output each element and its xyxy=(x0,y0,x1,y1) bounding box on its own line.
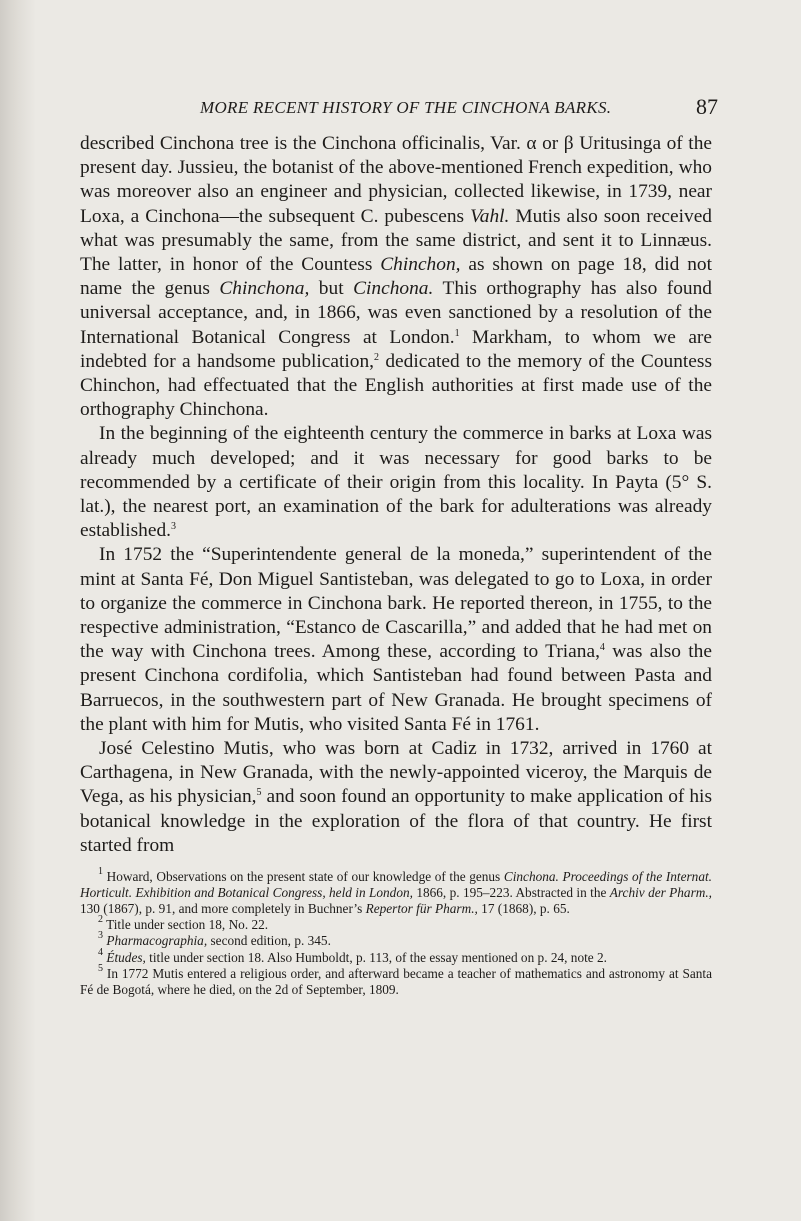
text-run: second edition, p. 345. xyxy=(207,933,331,949)
page-header xyxy=(80,94,718,124)
footnote-1 xyxy=(80,866,713,917)
footnote-5 xyxy=(80,962,712,998)
italic-text: Proceedings of the Internat. Horticult. Exhibition and Botanical Congress, held in London, xyxy=(80,869,712,901)
text-run: and soon found an opportunity to make application of his botanical knowledge in the exploration of the flora of that country. He first started from xyxy=(80,786,712,856)
text-run: 1866, p. 195–223. Abstracted in the xyxy=(412,885,610,901)
text-run: 17 (1868), p. 65. xyxy=(477,901,570,917)
italic-text: Vahl. xyxy=(470,205,510,227)
text-run: described Cinchona tree is the Cinchona officinalis, Var. α or β Uritusinga of the present day. Jussieu, the botanist of the above-mentioned French expedition, who was moreover also an engineer and physician, collected likewise, in 1739, near Loxa, a Cinchona—the subsequent C. pubescens xyxy=(80,133,712,227)
footnote-mark: 4 xyxy=(98,946,103,958)
text-run: 130 (1867), p. 91, and more completely in Buchner’s xyxy=(80,901,366,917)
body-text xyxy=(80,132,712,858)
paragraph-1 xyxy=(80,132,712,422)
italic-text: Cinchona. xyxy=(503,869,559,885)
italic-text: Chinchona, xyxy=(219,278,310,300)
text-run: In 1752 the “Superintendente general de la moneda,” superintendent of the mint at Santa Fé, Don Miguel Santisteban, was delegated to go to Loxa, in order to organize the commerce in Cinchona bark. He reported thereon, in 1755, to the respective administration, “Estanco de Cascarilla,” and added that he had met on the way with Cinchona trees. Among these, according to Triana, xyxy=(80,544,712,663)
text-run: In 1772 Mutis entered a religious order, and afterward became a teacher of mathematics and astronomy at Santa Fé de Bogotá, where he died, on the 2d of September, 1809. xyxy=(80,965,712,997)
italic-text: Cinchona. xyxy=(353,278,434,300)
text-run: as shown on page 18, did not name the genus xyxy=(80,254,712,300)
paragraph-3 xyxy=(80,543,712,737)
running-head: MORE RECENT HISTORY OF THE CINCHONA BARKS. xyxy=(200,98,612,117)
text-run: Title under section 18, No. 22. xyxy=(103,917,269,933)
paragraph-4 xyxy=(80,737,712,858)
footnote-4 xyxy=(80,946,712,966)
footnote-ref: 4 xyxy=(599,642,605,654)
footnotes xyxy=(80,866,713,998)
page-number: 87 xyxy=(696,94,718,119)
footnote-ref: 5 xyxy=(256,787,262,799)
footnote-mark: 2 xyxy=(98,914,103,926)
footnote-ref: 3 xyxy=(171,521,177,533)
text-run: José Celestino Mutis, who was born at Cadiz in 1732, arrived in 1760 at Carthagena, in New Granada, with the newly-appointed viceroy, the Marquis de Vega, as his physician, xyxy=(80,738,712,808)
text-run: This orthography has also found universal acceptance, and, in 1866, was even sanctioned by a resolution of the International Botanical Congress at London. xyxy=(80,278,712,348)
footnote-ref: 1 xyxy=(454,327,460,339)
text-run: Markham, to whom we are indebted for a handsome publication, xyxy=(80,326,712,372)
binding-shadow xyxy=(0,0,36,1221)
text-run: dedicated to the memory of the Countess Chinchon, had effectuated that the English authorities at first made use of the orthography Chinchona. xyxy=(80,350,712,421)
footnote-ref: 2 xyxy=(374,351,380,363)
footnote-2 xyxy=(80,914,712,933)
text-run: Howard, Observations on the present state of our knowledge of the genus xyxy=(103,869,504,885)
italic-text: Chinchon, xyxy=(380,254,461,276)
italic-text: Archiv der Pharm., xyxy=(609,885,713,901)
text-run: was also the present Cinchona cordifolia, which Santisteban had found between Pasta and Barruecos, in the southwestern part of New Granada. He brought specimens of the plant with him for Mutis, who visited Santa Fé in 1761. xyxy=(80,641,712,735)
italic-text: Repertor für Pharm., xyxy=(365,901,478,917)
text-run: Mutis also soon received what was presumably the same, from the same district, and sent it to Linnæus. The latter, in honor of the Countess xyxy=(80,205,712,276)
footnote-mark: 5 xyxy=(98,962,103,974)
paragraph-2 xyxy=(80,422,712,543)
italic-text: Pharmacographia, xyxy=(106,933,208,949)
text-run: but xyxy=(309,278,354,300)
text-run: In the beginning of the eighteenth century the commerce in barks at Loxa was already much developed; and it was necessary for good barks to be recommended by a certificate of their origin from this locality. In Payta (5° S. lat.), the nearest port, an examination of the bark for adulterations was already established. xyxy=(80,423,712,542)
page-content xyxy=(80,94,718,998)
footnote-mark: 3 xyxy=(98,930,103,942)
italic-text: Études, xyxy=(106,949,146,965)
text-run: title under section 18. Also Humboldt, p. 113, of the essay mentioned on p. 24, note 2. xyxy=(145,949,607,965)
footnote-3 xyxy=(80,930,712,949)
footnote-mark: 1 xyxy=(98,866,103,878)
